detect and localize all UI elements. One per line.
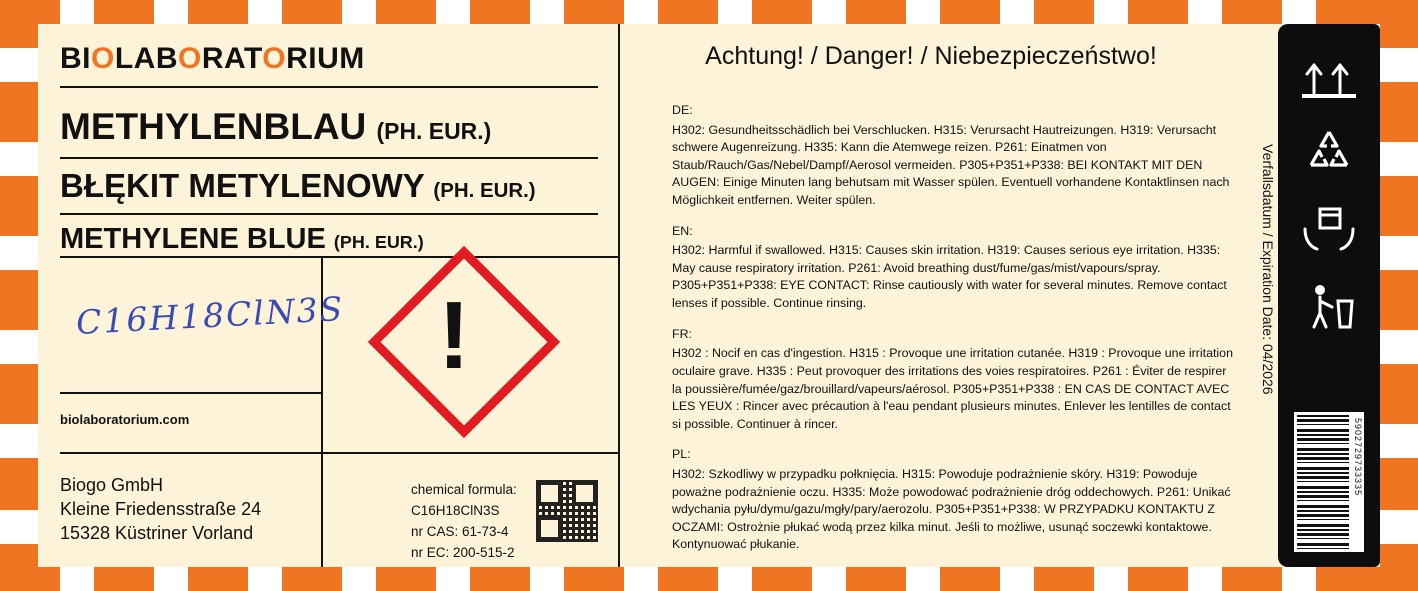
hazard-text-de: H302: Gesundheitsschädlich bei Verschlucken. H315: Verursacht Hautreizungen. H319: Verursacht schwere Augenreizung. H335: Kann die Atemwege reizen. P261: Einatmen von Staub/Rauch/Gas/Nebel/Dampf/Aerosol vermeiden. P305+P351+P338: BEI KONTAKT MIT DEN AUGEN: Einige Minuten lang behutsam mit Wasser spülen. Eventuell vorhandene Kontaktlinsen nach Möglichkeit entfernen. Weiter spülen. xyxy=(672,122,1230,208)
hazard-lang-fr: FR: xyxy=(672,326,692,341)
hazard-text-fr: H302 : Nocif en cas d'ingestion. H315 : Provoque une irritation cutanée. H319 : Provoque une irritation oculaire grave. H335 : Peut provoquer des irritations des voies respiratoires. P261 : Éviter de respirer la poussière/fumée/gaz/brouillard/vapeurs/aérosol. P305+P351+P338 : EN CAS DE CONTACT AVEC LES YEUX : Rincer avec précaution à l'eau pendant plusieurs minutes. Enlever les lentilles de contact si possible. Continuer à rincer. xyxy=(672,346,1233,431)
this-way-up-icon xyxy=(1278,34,1380,112)
hazard-block-de xyxy=(672,102,1238,210)
divider-2 xyxy=(60,213,598,215)
barcode-number: 5902729733335 xyxy=(1353,418,1363,497)
company-city: 15328 Küstriner Vorland xyxy=(60,522,254,543)
company-street: Kleine Friedensstraße 24 xyxy=(60,498,262,519)
product-names xyxy=(60,102,605,257)
ghs-pictogram-cell xyxy=(321,256,620,452)
hazard-block-fr xyxy=(672,326,1238,434)
hazard-statements xyxy=(672,102,1238,567)
packaging-symbols-strip xyxy=(1278,24,1380,567)
hazard-block-pl xyxy=(672,446,1238,554)
product-name-en: METHYLENE BLUE (PH. EUR.) xyxy=(60,223,424,256)
ec-number: nr EC: 200-515-2 xyxy=(411,544,515,560)
company-address xyxy=(60,474,261,545)
brand-logo: BIOLABORATORIUM xyxy=(60,42,365,75)
hazard-lang-pl: PL: xyxy=(672,447,691,462)
chemical-details-text xyxy=(411,480,517,564)
chemical-details-cell xyxy=(321,454,620,567)
recycling-icon xyxy=(1278,112,1380,190)
hazard-text-en: H302: Harmful if swallowed. H315: Causes skin irritation. H319: Causes serious eye irritation. H335: May cause respiratory irritation. P261: Avoid breathing dust/fume/gas/mist/vapours/spray. P305+P351+P338: EYE CONTACT: Rinse cautiously with water for several minutes. Remove contact lenses if possible. Continue rinsing. xyxy=(672,243,1227,311)
barcode-bars xyxy=(1297,415,1349,549)
product-name-pl: BŁĘKIT METYLENOWY (PH. EUR.) xyxy=(60,166,536,204)
expiration-date: Verfallsdatum / Expiration Date: 04/2026 xyxy=(1260,144,1277,395)
formula-label: chemical formula: xyxy=(411,482,517,497)
hazard-text-pl: H302: Szkodliwy w przypadku połknięcia. H315: Powoduje podrażnienie skóry. H319: Powoduje poważne podrażnienie oczu. H335: Może powodować podrażnienie dróg oddechowych. P261: Unikać wdychania pyłu/dymu/gazu/mgły/pary/aerozolu. P305+P351+P338: W PRZYPADKU KONTAKTU Z OCZAMI: Ostrożnie płukać wodą przez kilka minut. Jeśli to możliwe, usunąć soczewki kontaktowe. Kontynuować płukanie. xyxy=(672,466,1231,552)
hazard-lang-en: EN: xyxy=(672,223,693,238)
hazard-lang-de: DE: xyxy=(672,103,693,117)
qr-code[interactable] xyxy=(536,480,598,542)
divider-under-brand xyxy=(60,86,598,88)
keep-clean-bin-icon xyxy=(1278,268,1380,346)
ghs-exclamation-symbol: ! xyxy=(438,282,470,389)
divider-1 xyxy=(60,157,598,159)
hazard-block-en xyxy=(672,223,1238,313)
packaging-pictograms xyxy=(1278,34,1380,346)
divider-4 xyxy=(60,392,321,394)
cas-number: nr CAS: 61-73-4 xyxy=(411,523,509,539)
barcode xyxy=(1294,412,1364,552)
handle-with-care-icon xyxy=(1278,190,1380,268)
hazard-column xyxy=(622,24,1240,567)
company-name: Biogo GmbH xyxy=(60,475,164,495)
label-paper xyxy=(38,24,1380,567)
left-column xyxy=(38,24,620,567)
danger-heading: Achtung! / Danger! / Niebezpieczeństwo! xyxy=(705,42,1157,70)
handwritten-formula: C16H18ClN3S xyxy=(75,289,346,342)
product-name-de: METHYLENBLAU (PH. EUR.) xyxy=(60,106,492,147)
formula-value: C16H18ClN3S xyxy=(411,502,500,518)
website-link[interactable]: biolaboratorium.com xyxy=(60,412,190,427)
